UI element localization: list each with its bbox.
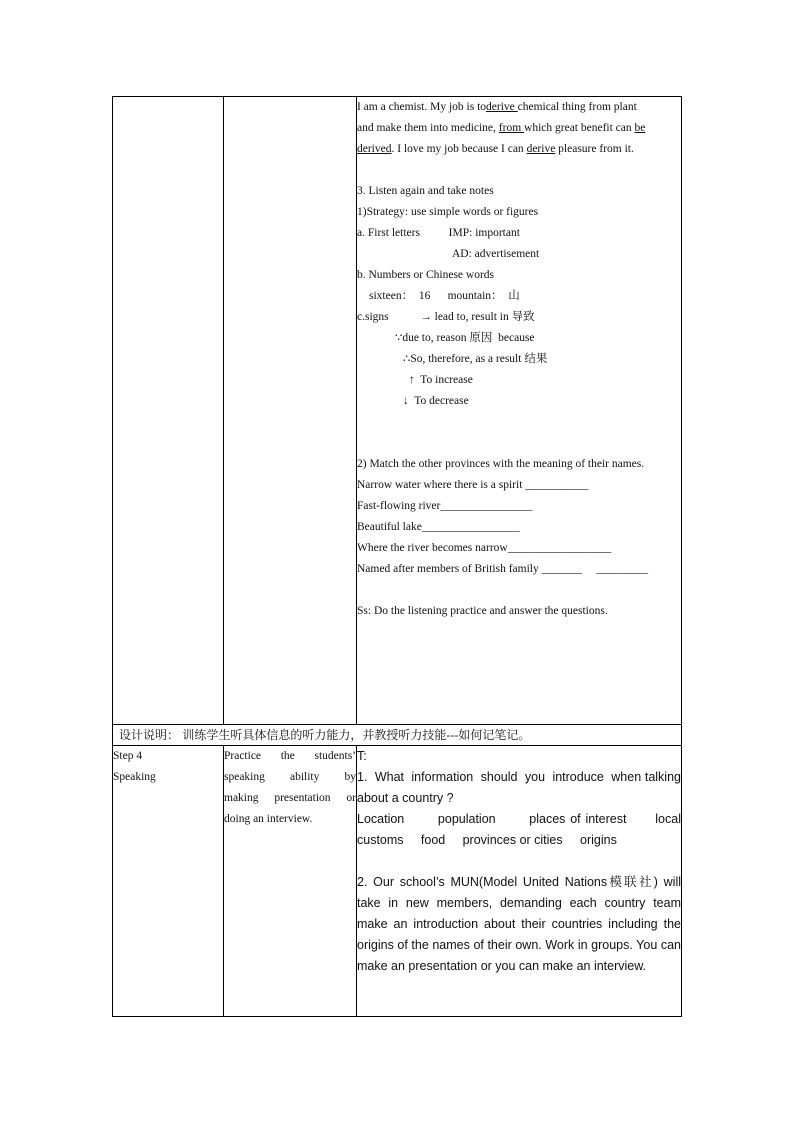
intro-line-1 (357, 97, 681, 118)
question-1: 1. What information should you introduce when talking about a country ? (357, 770, 685, 805)
intro-line-2 (357, 118, 681, 139)
intro-text: which great benefit can (524, 122, 635, 134)
blank-derive-1: derive (486, 101, 518, 113)
because-line: ∵due to, reason 原因 because (395, 332, 535, 344)
blank-from: from (498, 122, 525, 134)
purpose-line: speaking ability by (224, 771, 356, 783)
first-letters-line: a. First letters IMP: important (357, 227, 520, 239)
speaking-row (113, 746, 682, 1017)
decrease-line: ↓ To decrease (403, 395, 469, 407)
ss-line: Ss: Do the listening practice and answer the questions. (357, 605, 608, 617)
match-item: Narrow water where there is a spirit ___________ (357, 479, 589, 491)
numbers-example-line: sixteen： 16 mountain： 山 (369, 290, 520, 302)
so-line: ∴So, therefore, as a result 结果 (403, 353, 548, 365)
step-name: Speaking (113, 771, 156, 783)
question-2: 2. Our school’s MUN(Model United Nations模联社) will take in new members, demanding each country team make an introduction about their countries including the origins of the names of their own. Work in groups. You can make an presentation or you can make an interview. (357, 875, 681, 973)
teacher-label: T: (357, 749, 367, 763)
match-item: Named after members of British family _______ _________ (357, 563, 648, 575)
match-item: Fast-flowing river________________ (357, 500, 533, 512)
design-note-row (113, 725, 682, 746)
lesson-plan-table (112, 96, 685, 1017)
ad-line: AD: advertisement (452, 248, 540, 260)
listen-heading: 3. Listen again and take notes (357, 185, 494, 197)
intro-text: . I love my job because I can (391, 143, 527, 155)
listening-row (113, 97, 682, 725)
intro-text: I am a chemist. My job is to (357, 101, 487, 113)
purpose-cell-empty (224, 97, 357, 725)
step-cell-empty (113, 97, 224, 725)
step-number: Step 4 (113, 750, 143, 762)
numbers-line: b. Numbers or Chinese words (357, 269, 495, 281)
blank-derived: derived (357, 143, 392, 155)
intro-text: and make them into medicine, (357, 122, 499, 134)
intro-line-3 (357, 139, 681, 160)
blank-be: be (634, 122, 646, 134)
signs-line: c.signs → lead to, result in 导致 (357, 311, 535, 323)
match-item: Where the river becomes narrow__________________ (357, 542, 612, 554)
intro-text: pleasure from it. (555, 143, 634, 155)
intro-text: chemical thing from plant (517, 101, 637, 113)
increase-line: ↑ To increase (409, 374, 473, 386)
purpose-line: making presentation or (224, 792, 356, 804)
strategy-line: 1)Strategy: use simple words or figures (357, 206, 539, 218)
purpose-cell (224, 746, 357, 1017)
design-note: 设计说明： 训练学生听具体信息的听力能力，并教授听力技能---如何记笔记。 (113, 725, 682, 746)
blank-derive-2: derive (526, 143, 556, 155)
step-cell (113, 746, 224, 1017)
match-item: Beautiful lake_________________ (357, 521, 520, 533)
speaking-activity-cell (357, 746, 685, 1017)
purpose-line: doing an interview. (224, 813, 313, 825)
match-heading: 2) Match the other provinces with the meaning of their names. (357, 458, 645, 470)
activity-cell (357, 97, 682, 725)
question-1-items: Location population places of interest local customs food provinces or cities origins (357, 812, 685, 847)
purpose-line: Practice the students’ (224, 750, 356, 762)
